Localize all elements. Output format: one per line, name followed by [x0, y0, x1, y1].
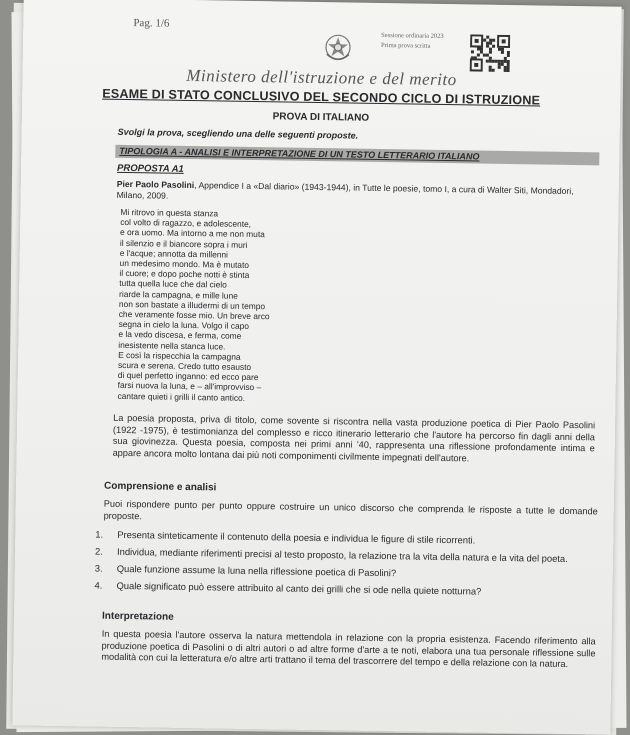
test-label: Prima prova scritta [380, 41, 431, 50]
question-number: 1. [95, 528, 104, 540]
intro-paragraph: La poesia proposta, priva di titolo, come sovente si riscontra nella vasta produzione poetica di Pier Paolo Pasolini (1922 -1975), è testimonianza del complesso e ricco itinerario letterario che l'autore ha percorso fin dagli anni della sua giovinezza. Questa poesia, composta nei primi anni '40, rappresenta una riflessione profondamente intima e appare ancora molto lontana dai più noti componimenti civilmente impegnati dell'autore. [112, 412, 596, 464]
instruction-text: Svolgi la prova, scegliendo una delle seguenti proposte. [117, 126, 359, 141]
italian-republic-emblem-icon [323, 32, 354, 69]
question-item [94, 580, 594, 600]
question-number: 2. [94, 545, 103, 557]
poem-line: riarde la campagna, e mille lune [119, 288, 238, 301]
exam-title: ESAME DI STATO CONCLUSIVO DEL SECONDO CICLO DI ISTRUZIONE [102, 86, 541, 108]
subject-title: PROVA DI ITALIANO [272, 111, 370, 124]
poem-line: il silenzio e il biancore sopra i muri [119, 237, 248, 250]
question-list [94, 529, 595, 605]
question-text: Quale significato può essere attribuito al canto dei grilli che si ode nella quiete notturna? [116, 579, 482, 597]
session-label: Sessione ordinaria 2023 [381, 31, 444, 40]
interpretation-text: In questa poesia l'autore osserva la natura mettendola in relazione con la propria esistenza. Facendo riferimento alla produzione poetica di Pasolini o di altri autori o ad altre forme d'arte a te noti, elabora una tua personale riflessione sulle modalità con cui la letteratura e/o altre arti trattano il tema del trascorrere del tempo e della relazione con la natura. [101, 628, 596, 670]
comprehension-lead: Puoi rispondere punto per punto oppure costruire un unico discorso che comprenda le risposte a tutte le domande proposte. [103, 498, 598, 521]
poem-line: col volto di ragazzo, e adolescente, [120, 217, 252, 230]
interpretation-heading: Interpretazione [101, 610, 174, 623]
comprehension-heading: Comprensione e analisi [103, 480, 217, 494]
poem-line: e la vedo discesa, e ferma, come [118, 329, 242, 342]
typology-banner: TIPOLOGIA A - ANALISI E INTERPRETAZIONE DI UN TESTO LETTERARIO ITALIANO [115, 145, 599, 166]
poem-line: E così la rispecchia la campagna [118, 349, 241, 362]
poem-line: un medesimo mondo. Ma è mutato [119, 257, 250, 270]
proposal-heading: PROPOSTA A1 [116, 162, 184, 175]
question-number: 3. [94, 562, 103, 574]
poem-line: e ora uomo. Ma intorno a me non muta [119, 227, 265, 240]
exam-sheet [12, 0, 621, 735]
ministry-title: Ministero dell'istruzione e del merito [186, 65, 457, 90]
poem-line: scura e serena. Credo tutto esausto [117, 359, 252, 373]
citation-source: , Appendice I a «Dal diario» (1943-1944), in Tutte le poesie, tomo I, a cura di Walter Siti, Mondadori, Milano, 2009. [116, 180, 574, 201]
poem-line: farsi nuova la luna, e – all'improvviso – [117, 380, 262, 393]
question-item [95, 529, 595, 549]
citation-author: Pier Paolo Pasolini [116, 178, 195, 191]
poem-line: di quel perfetto inganno: ed ecco pare [117, 370, 259, 383]
poem-line: tutta quella luce che dal cielo [119, 278, 227, 290]
poem-line: inesistente nella stanca luce. [118, 339, 226, 352]
question-item [95, 546, 595, 566]
question-text: Presenta sinteticamente il contenuto della poesia e individua le figure di stile ricorrenti. [117, 528, 476, 546]
question-text: Individua, mediante riferimenti precisi al testo proposto, la relazione tra la vita della natura e la vita del poeta. [116, 545, 568, 564]
question-text: Quale funzione assume la luna nella riflessione poetica di Pasolini? [116, 562, 397, 579]
poem-line: non son bastate a illudermi di un tempo [118, 298, 266, 312]
poem-line: che veramente fosse mio. Un breve arco [118, 308, 270, 322]
poem-line: il cuore; e dopo poche notti è stinta [119, 268, 250, 281]
citation [117, 179, 587, 208]
poem-line: segna in cielo la luna. Volgo il capo [118, 319, 250, 332]
session-info [381, 31, 444, 52]
poem-line: cantare quieti i grilli il canto antico. [117, 390, 246, 403]
poem-line: Mi ritrovo in questa stanza [120, 206, 219, 219]
poem-line: e l'acque; annotta da millenni [119, 247, 229, 260]
question-item [95, 563, 595, 583]
poem-text [117, 207, 271, 403]
question-number: 4. [94, 579, 103, 591]
page-number: Pag. 1/6 [133, 17, 170, 30]
